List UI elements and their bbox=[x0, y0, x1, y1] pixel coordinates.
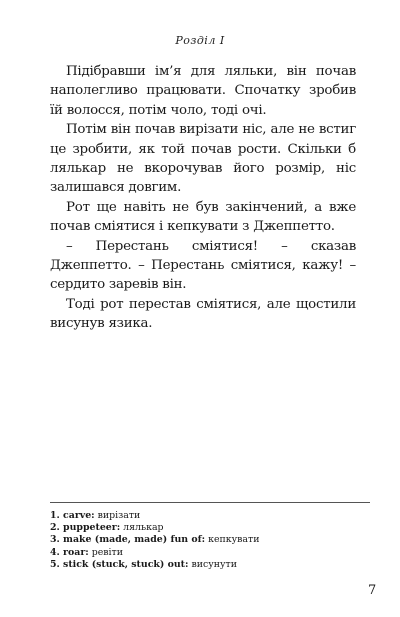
paragraph: Потім він почав вирізати ніс, але не встиг це зробити, як той почав рости. Скільки б лялькар не вкорочував його розмір, ніс залишався довгим. bbox=[50, 122, 356, 196]
footnote-item bbox=[50, 547, 370, 559]
footnotes bbox=[50, 510, 370, 571]
chapter-header: Розділ І bbox=[175, 34, 225, 47]
paragraph: – Перестань сміятися! – сказав Джеппетто. – Перестань сміятися, кажу! – сердито заревів він. bbox=[50, 238, 356, 293]
footnote-term: 2. puppeteer: bbox=[50, 522, 121, 534]
footnote-term: 5. stick (stuck, stuck) out: bbox=[50, 558, 189, 570]
footnote-item bbox=[50, 534, 370, 546]
footnote-translation: кепкувати bbox=[208, 534, 260, 546]
footnote-term: 1. carve: bbox=[50, 510, 95, 521]
footnote-item bbox=[50, 522, 370, 534]
footnote-item bbox=[50, 510, 370, 522]
footnote-divider bbox=[50, 502, 370, 503]
body-text bbox=[50, 62, 356, 334]
footnote-item bbox=[50, 559, 370, 571]
footnote-translation: ревіти bbox=[91, 546, 123, 558]
footnote-term: 4. roar: bbox=[50, 546, 89, 558]
footnote-translation: лялькар bbox=[123, 522, 164, 534]
footnote-translation: вирізати bbox=[97, 510, 141, 521]
footnote-term: 3. make (made, made) fun of: bbox=[50, 534, 206, 546]
paragraph: Рот ще навіть не був закінчений, а вже почав сміятися і кепкувати з Джеппетто. bbox=[50, 199, 356, 235]
page-number: 7 bbox=[368, 583, 377, 598]
paragraph: Підібравши ім’я для ляльки, він почав наполегливо працювати. Спочатку зробив їй волосся, потім чоло, тоді очі. bbox=[50, 64, 356, 118]
footnote-translation: висунути bbox=[191, 558, 237, 570]
paragraph: Тоді рот перестав сміятися, але щостили висунув язика. bbox=[50, 296, 356, 332]
